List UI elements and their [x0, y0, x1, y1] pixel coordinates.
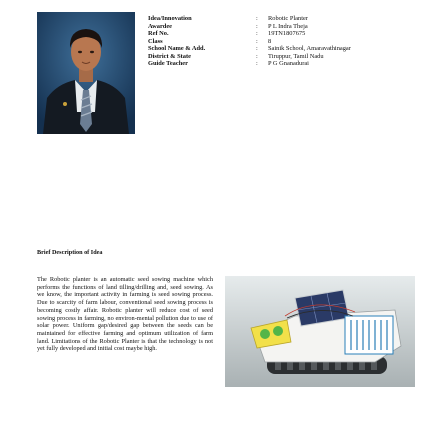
- info-label: Class: [148, 37, 163, 45]
- robotic-planter-photo: [225, 276, 415, 387]
- info-separator: :: [256, 30, 258, 37]
- info-label: District & State: [148, 52, 191, 60]
- info-label: School Name & Add.: [148, 45, 206, 52]
- robotic-planter-image: [225, 276, 415, 387]
- info-row-awardee: [148, 23, 438, 31]
- brief-description-text: The Robotic planter is an automatic seed sowing machine which performs the functions of land tilling/drilling and, seed sowing. As we know, the important activity in farming is seed sowing process. Due to scarcity of farm labour, conventional seed sowing process is becoming costly affair. Robotic planter will reduce cost of seed sowing process in farming, no environ-mental pollution due to use of solar power. Uniform gap/desired gap between the seeds can be maintained for effective farming and optimum utilization of farm land. Limitations of the Robotic Planter is that the technology is not yet fully developed and initial cost maybe high.: [37, 276, 213, 353]
- info-value: 8: [268, 37, 272, 45]
- info-value: Sainik School, Amaravathinagar: [268, 45, 351, 52]
- info-separator: :: [256, 15, 258, 22]
- info-separator: :: [256, 52, 258, 60]
- info-value: P L Indra Theja: [268, 22, 308, 30]
- info-row-school: [148, 45, 438, 53]
- brief-description-title: Brief Description of Idea: [37, 249, 103, 256]
- info-row-guide: [148, 60, 438, 68]
- info-separator: :: [256, 60, 258, 67]
- info-separator: :: [256, 45, 258, 52]
- info-label: Ref No.: [148, 30, 169, 37]
- info-value: 19TN1807675: [268, 30, 306, 37]
- info-row-idea: [148, 15, 438, 23]
- info-value: Tiruppur, Tamil Nadu: [268, 52, 324, 60]
- info-row-class: [148, 38, 438, 46]
- info-label: Awardee: [148, 22, 173, 30]
- student-photo-image: [37, 12, 135, 134]
- info-value: Robotic Planter: [268, 15, 308, 22]
- info-value: P G Gnanadurai: [268, 60, 309, 67]
- info-row-district: [148, 53, 438, 61]
- info-separator: :: [256, 37, 258, 45]
- awardee-info: [148, 15, 438, 68]
- info-label: Idea/Innovation: [148, 15, 192, 22]
- student-photo: [37, 12, 135, 134]
- info-row-ref: [148, 30, 438, 38]
- info-separator: :: [256, 22, 258, 30]
- info-label: Guide Teacher: [148, 60, 188, 67]
